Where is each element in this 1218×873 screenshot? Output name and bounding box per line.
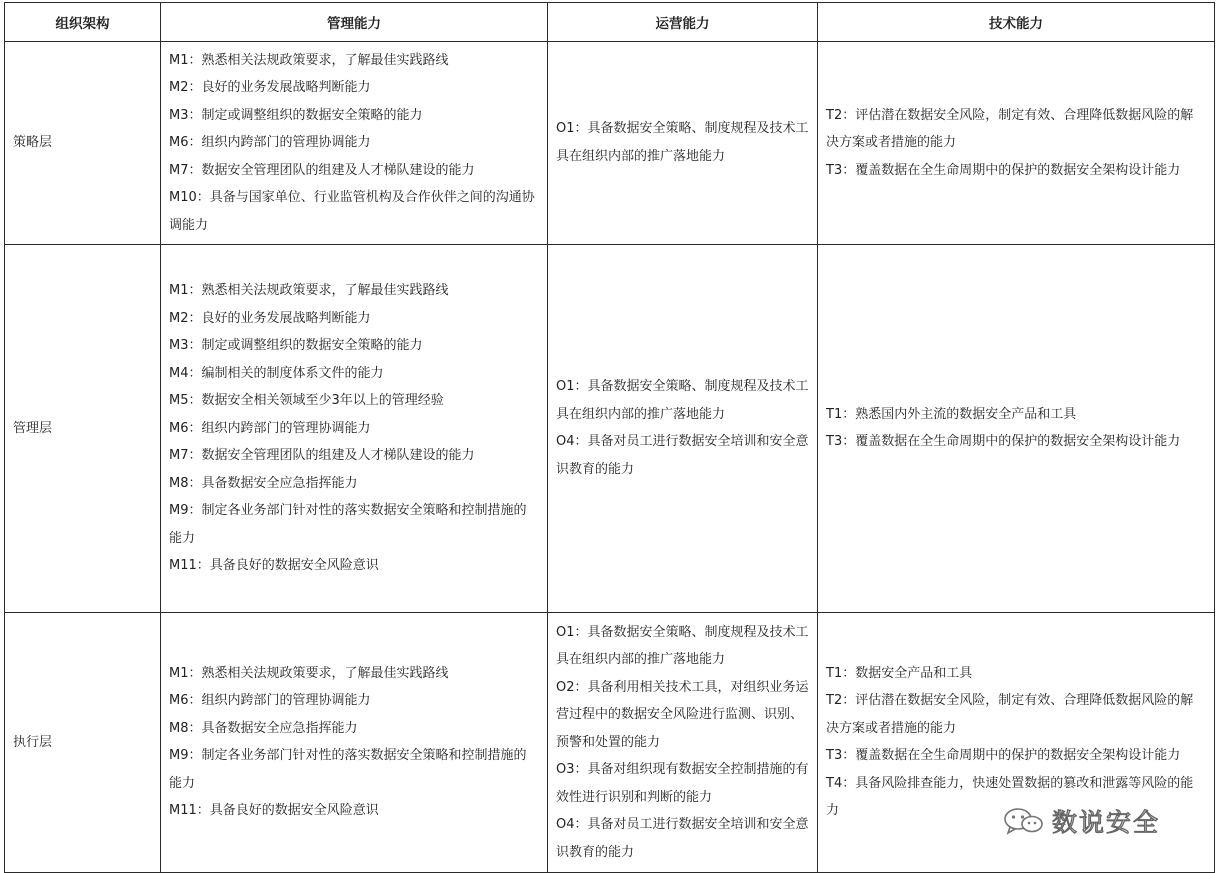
- capability-item: M6：组织内跨部门的管理协调能力: [169, 693, 371, 709]
- capability-item: O3：具备对组织现有数据安全控制措施的有效性进行识别和判断的能力: [556, 762, 809, 805]
- operations-cell: [548, 42, 818, 245]
- capability-item: O1：具备数据安全策略、制度规程及技术工具在组织内部的推广落地能力: [556, 624, 809, 668]
- capability-item: M3：制定或调整组织的数据安全策略的能力: [169, 107, 423, 123]
- technical-cell: [818, 42, 1215, 245]
- capability-item: O1：具备数据安全策略、制度规程及技术工具在组织内部的推广落地能力: [556, 121, 809, 164]
- management-cell: [161, 42, 548, 245]
- header-operations: 运营能力: [548, 3, 818, 42]
- capability-item: M8：具备数据安全应急指挥能力: [169, 475, 358, 491]
- capability-item: M3：制定或调整组织的数据安全策略的能力: [169, 338, 423, 354]
- capability-item: M10：具备与国家单位、行业监管机构及合作伙伴之间的沟通协调能力: [169, 190, 535, 233]
- header-management: 管理能力: [161, 3, 548, 42]
- capability-item: M5：数据安全相关领域至少3年以上的管理经验: [169, 393, 444, 409]
- capability-item: T2：评估潜在数据安全风险，制定有效、合理降低数据风险的解决方案或者措施的能力: [826, 693, 1194, 736]
- capability-item: M1：熟悉相关法规政策要求，了解最佳实践路线: [169, 665, 449, 681]
- table-row: [5, 42, 1215, 245]
- capability-item: T1：数据安全产品和工具: [826, 665, 973, 681]
- capability-item: M1：熟悉相关法规政策要求，了解最佳实践路线: [169, 52, 449, 68]
- operations-cell: [548, 612, 818, 872]
- capability-item: M4：编制相关的制度体系文件的能力: [169, 365, 384, 381]
- org-level-cell: 策略层: [5, 42, 161, 245]
- capability-item: T2：评估潜在数据安全风险，制定有效、合理降低数据风险的解决方案或者措施的能力: [826, 107, 1194, 151]
- header-technical: 技术能力: [818, 3, 1215, 42]
- capability-item: T3：覆盖数据在全生命周期中的保护的数据安全架构设计能力: [826, 748, 1181, 764]
- capability-item: M2：良好的业务发展战略判断能力: [169, 80, 371, 96]
- capability-item: M9：制定各业务部门针对性的落实数据安全策略和控制措施的能力: [169, 503, 527, 546]
- capability-item: T3：覆盖数据在全生命周期中的保护的数据安全架构设计能力: [826, 162, 1181, 178]
- table-header-row: [5, 3, 1215, 42]
- watermark-text: 数说安全: [1052, 808, 1161, 837]
- management-cell: [161, 612, 548, 872]
- org-level-cell: 执行层: [5, 612, 161, 872]
- management-cell: [161, 244, 548, 612]
- capability-table: [4, 2, 1215, 873]
- capability-item: T1：熟悉国内外主流的数据安全产品和工具: [826, 406, 1077, 422]
- table-row: [5, 612, 1215, 872]
- capability-item: M2：良好的业务发展战略判断能力: [169, 310, 371, 326]
- capability-item: M6：组织内跨部门的管理协调能力: [169, 420, 371, 436]
- capability-item: O2：具备利用相关技术工具，对组织业务运营过程中的数据安全风险进行监测、识别、预警和处置的能力: [556, 679, 809, 750]
- operations-cell: [548, 244, 818, 612]
- capability-item: M11：具备良好的数据安全风险意识: [169, 558, 379, 574]
- header-org: 组织架构: [5, 3, 161, 42]
- capability-item: O4：具备对员工进行数据安全培训和安全意识教育的能力: [556, 817, 809, 860]
- capability-item: M7：数据安全管理团队的组建及人才梯队建设的能力: [169, 448, 475, 464]
- capability-item: T4：具备风险排查能力，快速处置数据的篡改和泄露等风险的能力: [826, 775, 1194, 819]
- technical-cell: [818, 612, 1215, 872]
- technical-cell: [818, 244, 1215, 612]
- capability-item: T3：覆盖数据在全生命周期中的保护的数据安全架构设计能力: [826, 434, 1181, 450]
- capability-item: M11：具备良好的数据安全风险意识: [169, 803, 379, 819]
- capability-item: M6：组织内跨部门的管理协调能力: [169, 135, 371, 151]
- capability-item: M1：熟悉相关法规政策要求，了解最佳实践路线: [169, 283, 449, 299]
- capability-item: O1：具备数据安全策略、制度规程及技术工具在组织内部的推广落地能力: [556, 379, 809, 422]
- capability-item: O4：具备对员工进行数据安全培训和安全意识教育的能力: [556, 434, 809, 477]
- capability-item: M8：具备数据安全应急指挥能力: [169, 720, 358, 736]
- capability-item: M9：制定各业务部门针对性的落实数据安全策略和控制措施的能力: [169, 748, 527, 791]
- capability-item: M7：数据安全管理团队的组建及人才梯队建设的能力: [169, 162, 475, 178]
- table-row: [5, 244, 1215, 612]
- org-level-cell: 管理层: [5, 244, 161, 612]
